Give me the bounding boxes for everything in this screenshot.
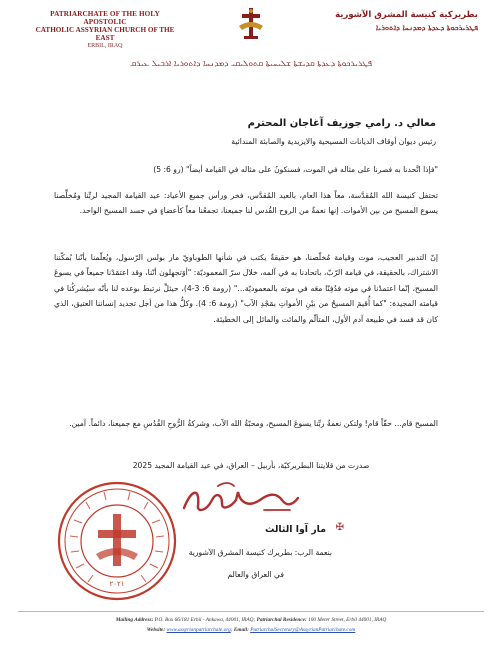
header-english-city: ERBIL, IRAQ <box>87 43 123 49</box>
mailing-address: P.O. Box 66/181 Erbil - Ankawa, 44001, IRAQ <box>154 617 254 623</box>
header-syriac-line2: ܦܛܪܝܪܟܘܬܐ ܕܥܕܬܐ ܕܡܕܢܚܐ ܕܐܬܘܪܝܐ <box>375 23 478 32</box>
footer-addresses: Mailing Address: P.O. Box 66/181 Erbil - Ankawa, 44001, IRAQ; Patriarchal Residence: 100 Meter Street, Erbil 44001, IRAQ <box>115 617 387 623</box>
email-label: Email: <box>233 627 249 633</box>
patriarchate-emblem-icon <box>236 6 266 42</box>
letter-paragraph-2: إنّ التدبير العجيب، موت وقيامة مُخلّصنا، هو حقيقةٌ يكتب في شأنها الطوباويّ مار بولس الرّسول، ويُعلّمنا بأنّنا بُمكّننا الاشتراك، بالحقيقة، في قيامة الرّبّ، باتحادنا به في آلمه، خلال سرّ المعموديّة: "أوَتجهلون أنّنا، وقد اعتمَدْنا جميعاً في يسوعَ المسيح، إنّما اعتمدْنا في موته فدُفِنّا معَه في موته بالمعموديّة..." (رومة 6: 3-4)، حيثلِّ نرتبط بوعده لنا بأنّه سيُشركُنا في قيامته المجيدة: "كما أُقيمَ المسيحُ من بيْنِ الأمواتِ بمَجْدِ الآب" (رومة 6: 4). وكلُّ هذا من أجل تجديد إنساننا العتيق، الذي كان قد فسد في طبيعة آدم الأول، المتألّم والمائت والمائل إلى الخطيئة. <box>54 253 438 324</box>
signatory-jurisdiction: في العراق والعالم <box>227 570 284 579</box>
signatory-name: مار آوا الثالث <box>264 524 326 535</box>
signatory-title: بنعمة الرب: بطريرك كنيسة المشرق الآشورية <box>188 548 332 557</box>
email-link[interactable]: PatriarchalSecretary@AssyrianPatriarchate.com <box>250 627 356 633</box>
patriarchal-seal-icon <box>56 480 178 602</box>
header-english-line1: PATRIARCHATE OF THE HOLY APOSTOLIC <box>50 10 160 26</box>
scripture-verse: "فإذا اتَّحدنا به فصرنا على مثاله في الموت، فسنكونُ على مثاله في القيامة أيضاً" (رو 6: 5) <box>153 165 438 174</box>
residence-label: Patriarchal Residence: <box>256 617 307 623</box>
recipient-title: رئيس ديوان أوقاف الديانات المسيحية والايزيدية والصابئة المندائية <box>231 137 436 146</box>
recipient-name: معالي د. رامي جوزيف آغاجان المحترم <box>247 118 436 129</box>
header-syriac-banner: ܦܛܪܝܪܟܘܬܐ ܕܥܕܬܐ ܩܕܝܫܬܐ ܫܠܝܚܝܬܐ ܩܬܘܠܝܩܝ ܕܡܕܢܚܐ ܕܐܬܘܪܝܐ ܐܪܒܝܠ ܥܝܪܩ <box>130 58 372 68</box>
cross-icon: ✠ <box>335 522 344 533</box>
header-english-block <box>30 10 180 49</box>
website-label: Website: <box>146 627 166 633</box>
issued-line: صدرت من قلايتنا البطريركيّة، بأربيل – العراق، في عيد القيامة المجيد 2025 <box>132 461 370 470</box>
seal-year: ٢٠٢١ <box>109 580 125 588</box>
header-english-line2: CATHOLIC ASSYRIAN CHURCH OF THE EAST <box>35 26 175 42</box>
footer-divider <box>18 611 484 612</box>
handwritten-signature-icon <box>178 478 302 522</box>
website-link[interactable]: www.assyrianpatriarchate.org <box>166 627 231 633</box>
letter-paragraph-1: تحتفل كنيسة الله المُقدَّسة، معاً هذا العام، بالعيد المُقدَّس، فخر ورأس جميع الأعياد: عيد القيامة المجيد لربِّنا ومُخلِّصنا يسوع المسيح من بين الأموات. إنها نعمةٌ من الروح القُدس لنا جميعنا، تجمعُنا معاً كأعضاءٍ في جسد المسيح الواحد. <box>54 191 438 216</box>
header-arabic-line1: بطريركية كنيسة المشرق الآشورية <box>335 10 478 20</box>
mailing-label: Mailing Address: <box>115 617 154 623</box>
letter-paragraph-3: المسيح قام... حقّاً قام! ولتكن نعمةُ ربِّنا يسوعَ المسيح، ومحبّةُ الله الآب، وشركةُ الرُّوحِ القُدُسِ مع جميعنا، دائماً. آمين. <box>69 419 438 428</box>
footer-contacts: Website: www.assyrianpatriarchate.org; Email: PatriarchalSecretary@AssyrianPatriarchate.com <box>146 627 356 633</box>
residence-address: 100 Meter Street, Erbil 44001, IRAQ <box>308 617 387 623</box>
header-arabic-block <box>318 10 478 33</box>
